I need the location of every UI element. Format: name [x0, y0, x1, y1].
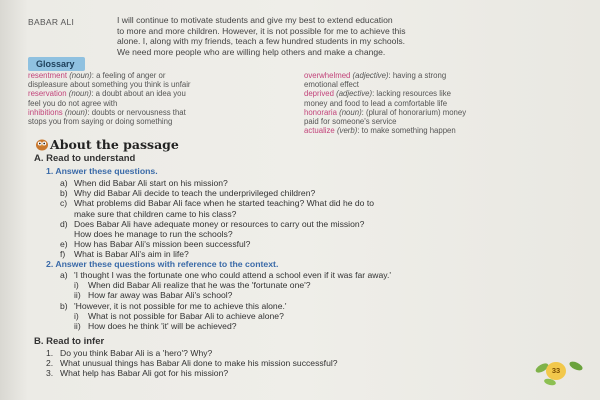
infer-questions: [46, 348, 338, 379]
question-item: e) How has Babar Ali's mission been successful?: [60, 239, 251, 250]
question-set-2: [60, 270, 391, 331]
intro-paragraph: [117, 15, 406, 57]
question-item: 1. Do you think Babar Ali is a 'hero'? Why?: [46, 348, 213, 358]
question-set-1-heading: 1. Answer these questions.: [46, 166, 158, 176]
context-quote: a) 'I thought I was the fortunate one who could attend a school even if it was far away.': [60, 270, 391, 280]
glossary-entry: resentment (noun): a feeling of anger or: [28, 71, 166, 80]
intro-line: alone. I, along with my friends, teach a few hundred students in my schools.: [117, 36, 406, 46]
section-b-heading: B. Read to infer: [34, 336, 105, 347]
glossary-left-column: [28, 71, 191, 126]
question-item: a) When did Babar Ali start on his mission?: [60, 178, 228, 188]
glossary-label: Glossary: [28, 57, 85, 71]
question-item: i) When did Babar Ali realize that he was the 'fortunate one'?: [74, 280, 311, 291]
speaker-label: BABAR ALI: [28, 17, 75, 27]
question-item: i) What is not possible for Babar Ali to achieve alone?: [74, 310, 284, 321]
question-item: f) What is Babar Ali's aim in life?: [60, 249, 189, 260]
page-number: 33: [546, 362, 566, 380]
glossary-entry: deprived (adjective): lacking resources like: [304, 89, 451, 99]
glossary-entry: displeasure about something you think is unfair: [28, 80, 191, 90]
question-item: How does he manage to run the schools?: [74, 229, 233, 240]
question-item: c) What problems did Babar Ali face when he started teaching? What did he do to: [60, 198, 375, 209]
section-title: About the passage: [50, 137, 179, 152]
glossary-entry: emotional effect: [304, 80, 359, 90]
intro-line: to more and more children. However, it is not possible for me to achieve this: [117, 25, 406, 36]
question-item: 3. What help has Babar Ali got for his mission?: [46, 368, 229, 379]
question-item: ii) How far away was Babar Ali's school?: [74, 290, 233, 301]
owl-icon: [35, 137, 49, 151]
glossary-entry: paid for someone's service: [304, 117, 397, 127]
question-item: b) Why did Babar Ali decide to teach the underprivileged children?: [60, 188, 316, 199]
glossary-entry: inhibitions (noun): doubts or nervousness that: [28, 107, 186, 117]
question-item: make sure that children came to his class?: [74, 208, 237, 219]
intro-line: I will continue to motivate students and give my best to extend education: [117, 15, 393, 25]
glossary-right-column: [304, 71, 466, 135]
intro-line: We need more people who are willing help others and make a change.: [117, 46, 386, 57]
question-item: 2. What unusual things has Babar Ali done to make his mission successful?: [46, 358, 338, 369]
glossary-entry: money and food to lead a comfortable life: [304, 98, 448, 108]
question-item: ii) How does he think 'it' will be achieved?: [74, 321, 237, 332]
question-item: d) Does Babar Ali have adequate money or resources to carry out the mission?: [60, 218, 365, 229]
glossary-entry: stops you from saying or doing something: [28, 117, 173, 127]
section-a-heading: A. Read to understand: [34, 153, 136, 164]
glossary-entry: reservation (noun): a doubt about an idea you: [28, 89, 186, 99]
question-set-2-heading: 2. Answer these questions with reference to the context.: [46, 259, 279, 269]
glossary-entry: actualize (verb): to make something happen: [304, 126, 456, 136]
question-set-1: [60, 178, 374, 260]
glossary-entry: honoraria (noun): (plural of honorarium) money: [304, 107, 467, 117]
context-quote: b) 'However, it is not possible for me to achieve this alone.': [60, 300, 287, 311]
glossary-entry: overwhelmed (adjective): having a strong: [304, 71, 447, 80]
glossary-entry: feel you do not agree with: [28, 98, 118, 108]
